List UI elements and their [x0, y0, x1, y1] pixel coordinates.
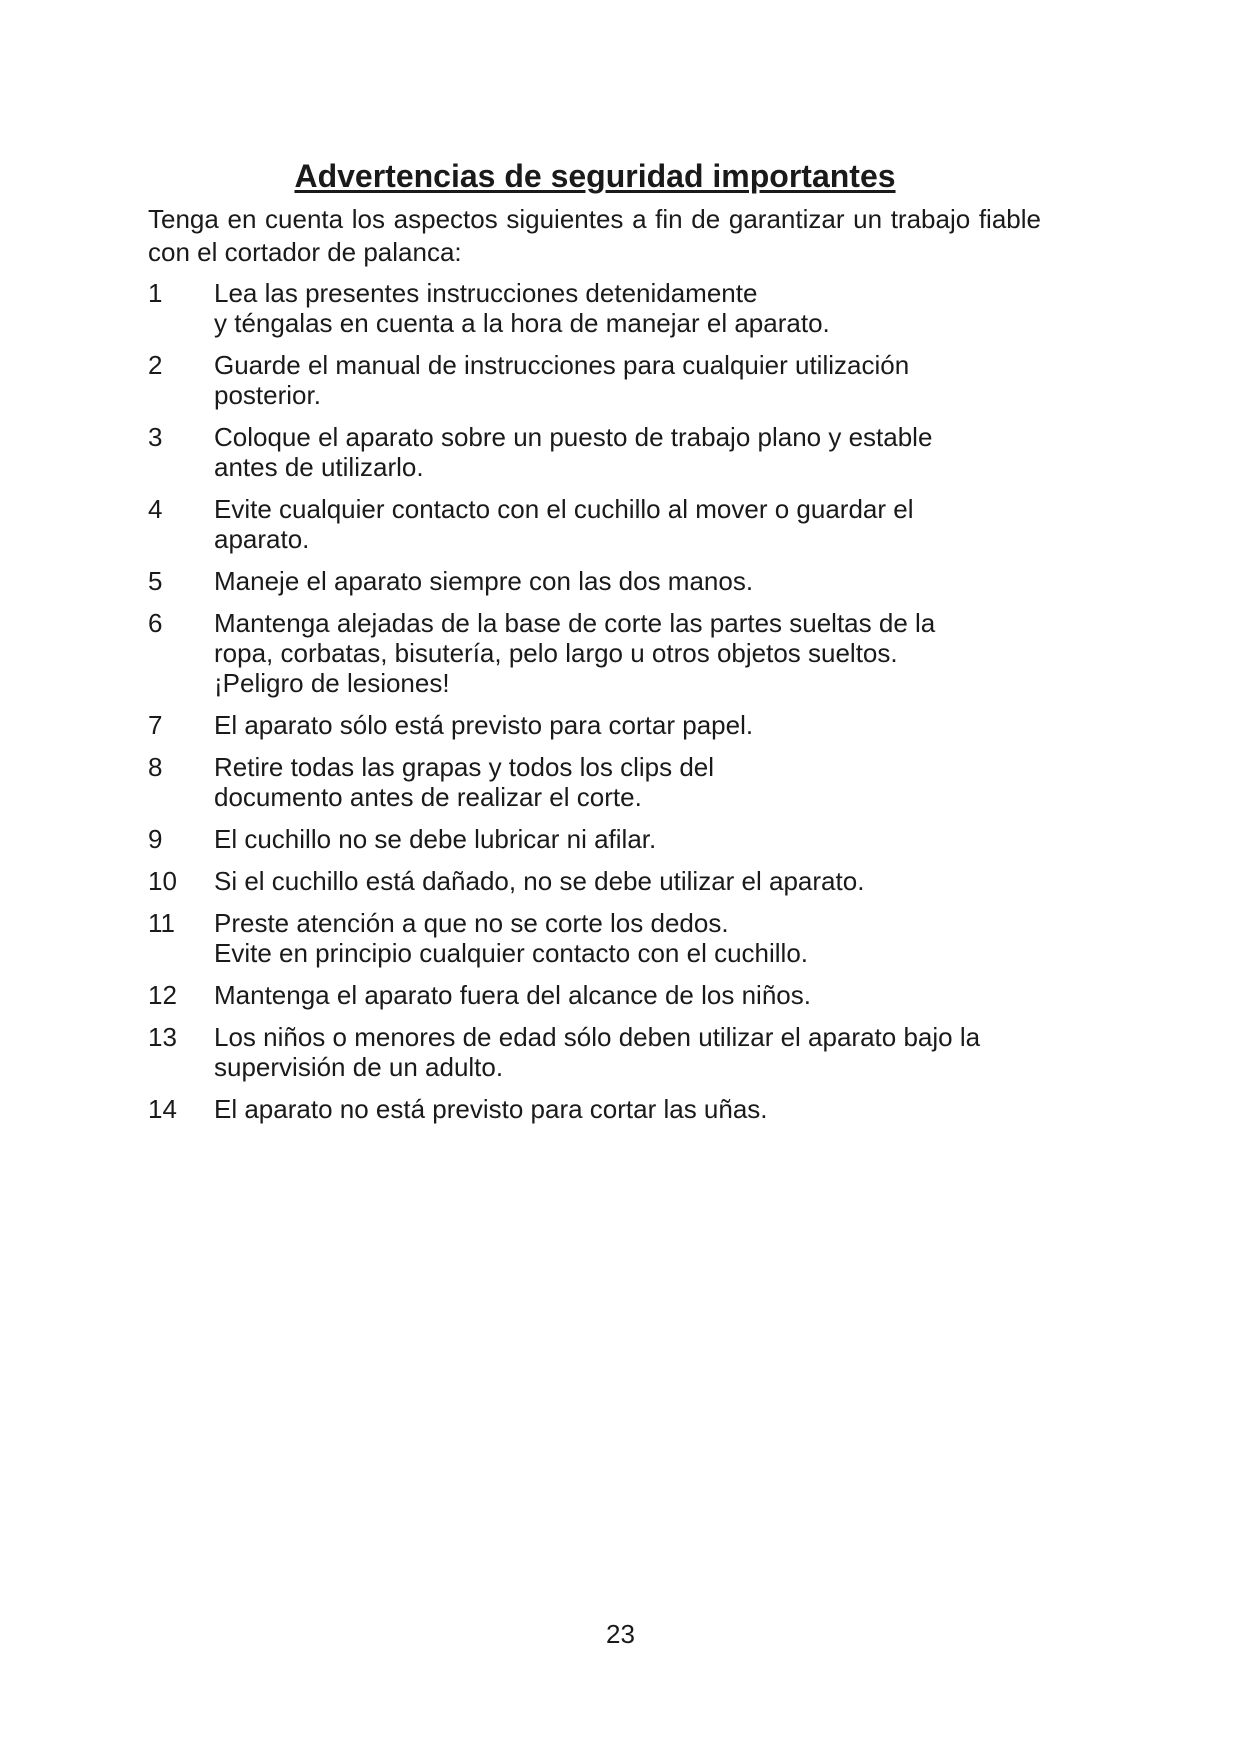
item-text-line: El aparato sólo está previsto para cortar papel.	[214, 710, 754, 740]
list-item	[148, 752, 1068, 812]
item-text-line: Los niños o menores de edad sólo deben utilizar el aparato bajo la	[214, 1022, 981, 1052]
list-item	[148, 566, 1068, 596]
list-item	[148, 494, 1068, 554]
item-text	[214, 1094, 1068, 1124]
item-text-line: antes de utilizarlo.	[214, 452, 424, 482]
item-text-line: Guarde el manual de instrucciones para cualquier utilización	[214, 350, 910, 380]
item-number: 7	[148, 710, 163, 740]
item-text	[214, 566, 1068, 596]
page-number: 23	[606, 1619, 635, 1649]
item-text-line: ropa, corbatas, bisutería, pelo largo u otros objetos sueltos.	[214, 638, 898, 668]
item-text-line: Lea las presentes instrucciones detenidamente	[214, 278, 758, 308]
item-text	[214, 278, 1068, 338]
item-text-line: Coloque el aparato sobre un puesto de trabajo plano y estable	[214, 422, 933, 452]
item-text-line: El cuchillo no se debe lubricar ni afilar.	[214, 824, 657, 854]
item-number: 3	[148, 422, 163, 452]
item-number: 4	[148, 494, 163, 524]
page-title: Advertencias de seguridad importantes	[294, 158, 896, 194]
item-text-line: y téngalas en cuenta a la hora de manejar el aparato.	[214, 308, 830, 338]
item-text	[214, 350, 1068, 410]
item-text-line: Evite en principio cualquier contacto con el cuchillo.	[214, 938, 809, 968]
list-item	[148, 422, 1068, 482]
item-text-line: Mantenga alejadas de la base de corte las partes sueltas de la	[214, 608, 936, 638]
list-item	[148, 824, 1068, 854]
item-text-line: posterior.	[214, 380, 321, 410]
item-number: 6	[148, 608, 163, 638]
list-item	[148, 1094, 1068, 1124]
item-text-line: Evite cualquier contacto con el cuchillo al mover o guardar el	[214, 494, 914, 524]
list-item	[148, 908, 1068, 968]
item-text	[214, 1022, 1068, 1082]
item-text-line: El aparato no está previsto para cortar las uñas.	[214, 1094, 768, 1124]
list-item	[148, 1022, 1068, 1082]
item-number: 13	[148, 1022, 177, 1052]
list-item	[148, 608, 1068, 698]
item-number: 12	[148, 980, 177, 1010]
item-text	[214, 866, 1068, 896]
intro-paragraph: Tenga en cuenta los aspectos siguientes a fin de garantizar un trabajo fiable con el cortador de palanca:	[148, 204, 1041, 267]
item-number: 1	[148, 278, 163, 308]
list-item	[148, 866, 1068, 896]
item-text	[214, 908, 1068, 968]
item-text	[214, 494, 1068, 554]
item-text	[214, 710, 1068, 740]
item-number: 8	[148, 752, 163, 782]
item-text-line: Maneje el aparato siempre con las dos manos.	[214, 566, 754, 596]
item-text	[214, 608, 1068, 698]
item-text	[214, 824, 1068, 854]
item-text-line: Preste atención a que no se corte los dedos.	[214, 908, 729, 938]
item-text-line: Mantenga el aparato fuera del alcance de los niños.	[214, 980, 811, 1010]
list-item	[148, 278, 1068, 338]
item-number: 10	[148, 866, 177, 896]
item-number: 11	[148, 908, 175, 938]
item-text-line: documento antes de realizar el corte.	[214, 782, 642, 812]
safety-warnings-list	[148, 278, 1068, 1136]
item-number: 14	[148, 1094, 177, 1124]
item-text-line: aparato.	[214, 524, 310, 554]
item-number: 9	[148, 824, 163, 854]
item-text	[214, 752, 1068, 812]
item-text-line: supervisión de un adulto.	[214, 1052, 504, 1082]
list-item	[148, 350, 1068, 410]
item-text-line: Retire todas las grapas y todos los clips del	[214, 752, 715, 782]
item-text-line: Si el cuchillo está dañado, no se debe utilizar el aparato.	[214, 866, 865, 896]
item-text	[214, 422, 1068, 482]
item-number: 5	[148, 566, 163, 596]
item-text	[214, 980, 1068, 1010]
item-number: 2	[148, 350, 163, 380]
item-text-line: ¡Peligro de lesiones!	[214, 668, 450, 698]
list-item	[148, 980, 1068, 1010]
list-item	[148, 710, 1068, 740]
